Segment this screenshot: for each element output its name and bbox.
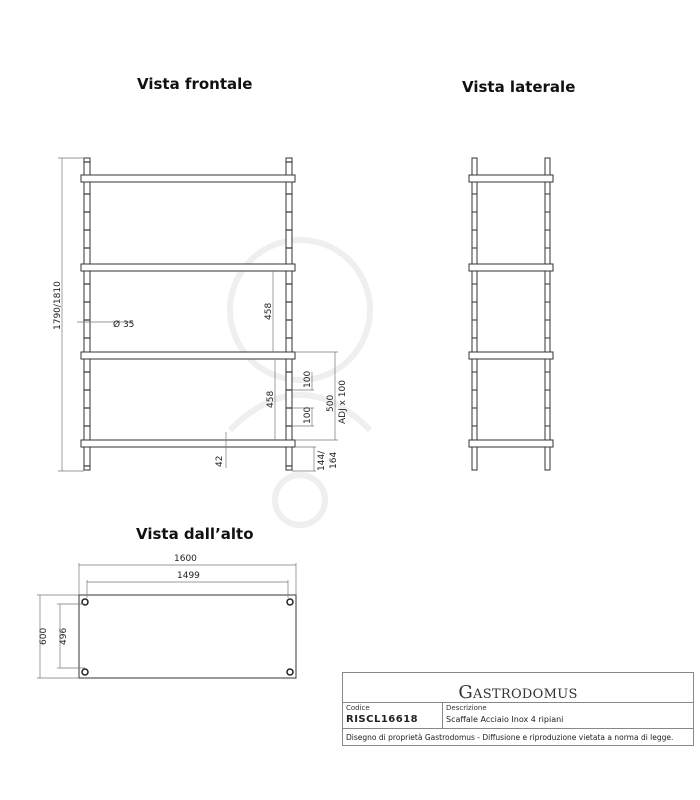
front-view-dimensions (58, 158, 338, 471)
front-shelf-2 (81, 264, 295, 271)
dim-tube-diameter: Ø 35 (113, 320, 135, 330)
front-shelf-1 (81, 175, 295, 182)
dim-shelf-thickness: 42 (215, 455, 225, 467)
dim-inner-depth: 496 (59, 627, 69, 645)
top-view-title: Vista dall’alto (136, 525, 254, 543)
description-label: Descrizione (446, 704, 487, 712)
front-view-title: Vista frontale (137, 75, 253, 93)
dim-shelf-gap-lower: 458 (266, 390, 276, 408)
watermark-logo (230, 240, 370, 525)
front-shelf-3 (81, 352, 295, 359)
dim-adj-label: ADJ x 100 (338, 380, 348, 424)
top-view-drawing (79, 595, 296, 678)
product-code: RISCL16618 (346, 714, 419, 725)
dim-total-height: 1790/1810 (53, 281, 63, 330)
brand-initial: G (458, 682, 473, 703)
dim-inner-width: 1499 (177, 571, 200, 581)
dim-adj-range: 500 (326, 394, 336, 412)
code-label: Codice (346, 704, 370, 712)
side-view-drawing (469, 158, 553, 470)
copyright-notice: Disegno di proprietà Gastrodomus - Diffusione e riproduzione vietata a norma di legge. (346, 733, 674, 742)
dim-foot-height-a: 144/ (317, 450, 327, 471)
brand-name: ASTRODOMUS (473, 687, 578, 702)
side-view-title: Vista laterale (462, 78, 576, 96)
dim-overall-width: 1600 (174, 554, 197, 564)
product-description: Scaffale Acciaio Inox 4 ripiani (446, 715, 564, 724)
front-view-drawing (81, 158, 295, 470)
dim-adj-step-2: 100 (303, 406, 313, 424)
title-block (342, 672, 694, 746)
dim-adj-step-1: 100 (303, 370, 313, 388)
front-shelf-4 (81, 440, 295, 447)
dim-overall-depth: 600 (39, 627, 49, 645)
dim-foot-height-b: 164 (329, 451, 339, 469)
brand-logo (343, 673, 693, 703)
dim-shelf-gap-upper: 458 (264, 302, 274, 320)
